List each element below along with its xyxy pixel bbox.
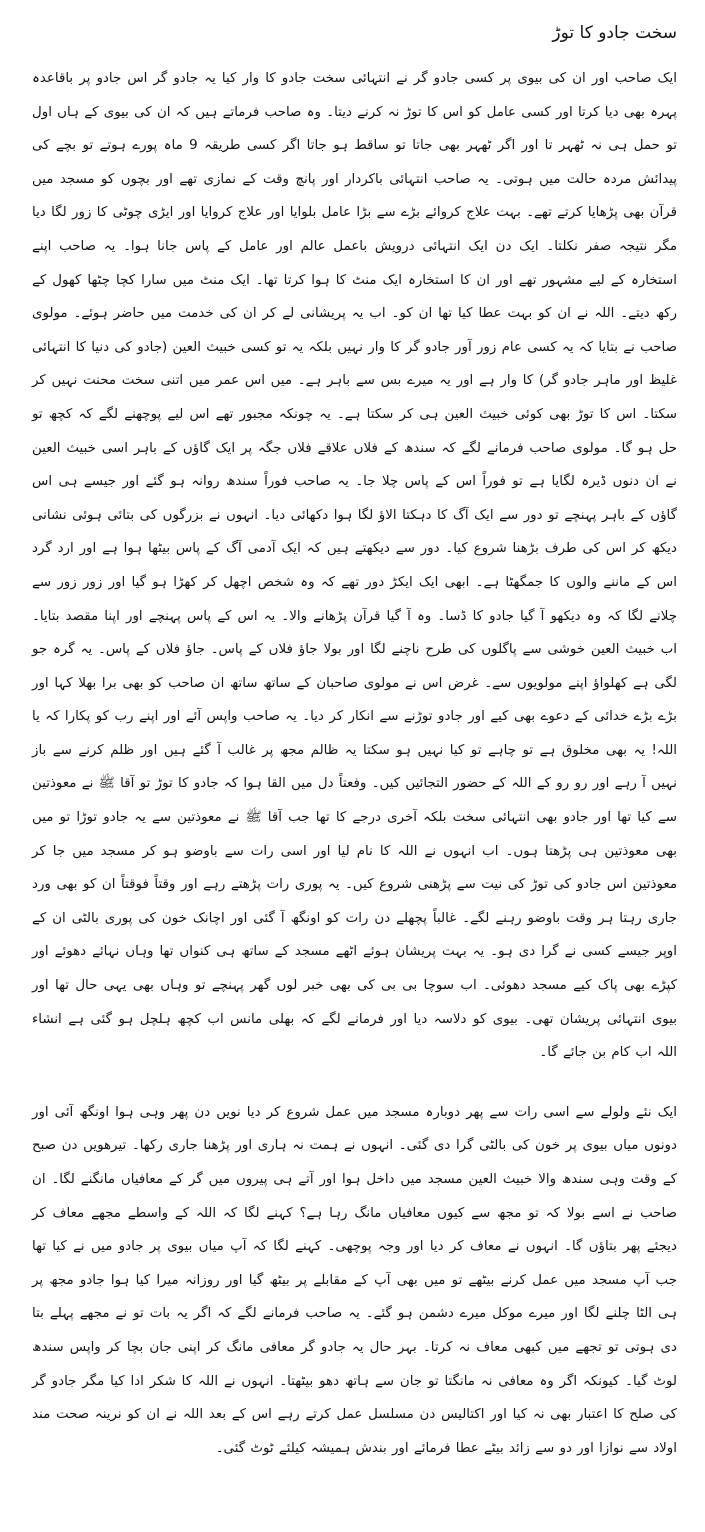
document-paragraph-1: ایک صاحب اور ان کی بیوی پر کسی جادو گر نے انتہائی سخت جادو کا وار کیا یہ جادو گر اس جادو پر باقاعدہ پہرہ بھی دیا کرتا اور کسی عامل کو اس کا توڑ نہ کرنے دیتا۔ وہ صاحب فرماتے ہیں کہ ان کی بیوی کے ہاں اول تو حمل ہی نہ ٹھہر تا اور اگر ٹھہر بھی جاتا تو ساقط ہو جاتا اگر کسی طریقہ 9 ماہ پورے ہوتے تو بچے کی پیدائش مردہ حالت میں ہوتی۔ یہ صاحب انتہائی باکردار اور پانچ وقت کے نمازی تھے اور بچوں کو مسجد میں قرآن بھی پڑھایا کرتے تھے۔ بہت علاج کروائے بڑے سے بڑا عامل بلوایا اور علاج کروایا اور ایڑی چوٹی کا زور لگا دیا مگر نتیجہ صفر نکلتا۔ ایک دن ایک انتہائی درویش باعمل عالم اور عامل کے پاس جانا ہوا۔ یہ صاحب اپنے استخارہ کے لیے مشہور تھے اور ان کا استخارہ ایک منٹ کا ہوا کرتا تھا۔ ایک منٹ میں سارا کچا چٹھا کھول کے رکھ دیتے۔ اللہ نے ان کو بہت عطا کیا تھا ان کو۔ اب یہ پریشانی لے کر ان کی خدمت میں حاضر ہوئے۔ مولوی صاحب نے بتایا کہ یہ کسی عام زور آور جادو گر کا وار نہیں بلکہ یہ تو کسی خبیث العین (جادو کی دنیا کا انتہائی غلیظ اور ماہر جادو گر) کا وار ہے اور یہ میرے بس سے باہر ہے۔ میں اس عمر میں اتنی سخت محنت نہیں کر سکتا۔ اس کا توڑ بھی کوئی خبیث العین ہی کر سکتا ہے۔ یہ چونکہ مجبور تھے اس لیے پوچھنے لگے کہ کچھ تو حل ہو گا۔ مولوی صاحب فرمانے لگے کہ سندھ کے فلاں علاقے فلاں جگہ پر ایک گاؤں کے باہر اسی خبیث العین نے ان دنوں ڈیرہ لگایا ہے تو فوراً اس کے پاس چلا جا۔ یہ صاحب فوراً سندھ روانہ ہو گئے اور جیسے ہی اس گاؤں کے باہر پہنچے تو دور سے ایک آگ کا دہکتا الاؤ لگا ہوا دکھائی دیا۔ انہوں نے بزرگوں کی بتائی ہوئی نشانی دیکھ کر اس کی طرف بڑھنا شروع کیا۔ دور سے دیکھتے ہیں کہ ایک آدمی آگ کے پاس بیٹھا ہوا ہے اور ارد گرد اس کے ماننے والوں کا جمگھٹا ہے۔ ابھی ایک ایکڑ دور تھے کہ وہ شخص اچھل کر کھڑا ہو گیا اور زور زور سے چلانے لگا کہ وہ دیکھو آ گیا جادو کا ڈسا۔ وہ آ گیا قرآن پڑھانے والا۔ یہ اس کے پاس پہنچے اور اپنا مقصد بتایا۔ اب خبیث العین خوشی سے پاگلوں کی طرح ناچنے لگا اور بولا جاؤ فلاں کے پاس۔ جاؤ فلاں کے پاس۔ یہ گرہ جو لگی ہے کھلواؤ اپنے مولویوں سے۔ غرض اس نے مولوی صاحبان کے ساتھ ساتھ ان صاحب کو بھی برا بھلا کہا اور بڑے بڑے خدائی کے دعوے بھی کیے اور جادو توڑنے سے انکار کر دیا۔ یہ صاحب واپس آئے اور اپنے رب کو پکارا کہ یا اللہ! یہ بھی مخلوق ہے تو چاہے تو کیا نہیں ہو سکتا یہ ظالم مجھ پر غالب آ گئے ہیں اور ظلم کرنے سے باز نہیں آ رہے اور رو رو کے اللہ کے حضور التجائیں کیں۔ وفعتاً دل میں القا ہوا کہ جادو کا توڑ تو آقا ﷺ نے معوذتین سے کیا تھا اور جادو بھی انتہائی سخت بلکہ آخری درجے کا تھا جب آقا ﷺ نے معوذتین سے یہ جادو توڑا تو میں بھی معوذتین ہی پڑھتا ہوں۔ اب انہوں نے اللہ کا نام لیا اور اسی رات سے باوضو ہو کر مسجد میں جا کر معوذتین اس جادو کی توڑ کی نیت سے پڑھنی شروع کیں۔ یہ پوری رات پڑھتے رہے اور وقتاً فوقتاً ان کو بھی ورد جاری رہتا ہر وقت باوضو رہنے لگے۔ غالباً پچھلے دن رات کو اونگھ آ گئی اور اچانک خون کی پوری بالٹی ان کے اوپر جیسے کسی نے گرا دی ہو۔ یہ بہت پریشان ہوئے اٹھے مسجد کے ساتھ ہی کنواں تھا وہاں نہائے دھوئے اور کپڑے بھی پاک کیے مسجد دھوئی۔ اب سوچا بی بی کی بھی خبر لوں گھر پہنچے تو وہاں بھی یہی حال تھا اور بیوی انتہائی پریشان تھی۔ بیوی کو دلاسہ دیا اور فرمانے لگے کہ بھلی مانس اب کچھ ہلچل ہو گئی ہے انشاء اللہ اب کام بن جائے گا۔ — [32, 71, 677, 1061]
document-title: سخت جادو کا توڑ — [552, 23, 677, 43]
document-paragraph-2: ایک نئے ولولے سے اسی رات سے پھر دوبارہ مسجد میں عمل شروع کر دیا نویں دن پھر وہی ہوا اونگھ آئی اور دونوں میاں بیوی پر خون کی بالٹی گرا دی گئی۔ انہوں نے ہمت نہ ہاری اور پڑھنا جاری رکھا۔ تیرھویں دن صبح کے وقت وہی سندھ والا خبیث العین مسجد میں داخل ہوا اور آتے ہی پیروں میں گر کے معافیاں مانگنے لگا۔ ان صاحب نے اسے بولا کہ تو مجھ سے کیوں معافیاں مانگ رہا ہے؟ کہنے لگا کہ اللہ کے واسطے مجھے معاف کر دیجئے پھر بتاؤں گا۔ انہوں نے معاف کر دیا اور وجہ پوچھی۔ کہنے لگا کہ آپ میاں بیوی پر جادو میں نے کیا تھا جب آپ مسجد میں عمل کرنے بیٹھے تو میں بھی آپ کے مقابلے پر بیٹھ گیا اور روزانہ میرا کیا ہوا جادو مجھ پر ہی الٹا چلنے لگا اور میرے موکل میرے دشمن ہو گئے۔ یہ صاحب فرمانے لگے کہ اگر یہ بات تو نے مجھے پہلے بتا دی ہوتی تو تجھے میں کبھی معاف نہ کرتا۔ بہر حال یہ جادو گر معافی مانگ کر اپنی جان بچا کر واپس سندھ لوٹ گیا۔ کیونکہ اگر وہ معافی نہ مانگتا تو جان سے ہاتھ دھو بیٹھتا۔ انہوں نے اللہ کا شکر ادا کیا مگر جادو گر کی صلح کا اعتبار بھی نہ کیا اور اکتالیس دن مسلسل عمل کرتے رہے اس کے بعد اللہ نے ان کو نرینہ صحت مند اولاد سے نوازا اور دو سے زائد بیٹے عطا فرمائے اور بندش ہمیشہ کیلئے ٹوٹ گئی۔ — [32, 1104, 677, 1456]
